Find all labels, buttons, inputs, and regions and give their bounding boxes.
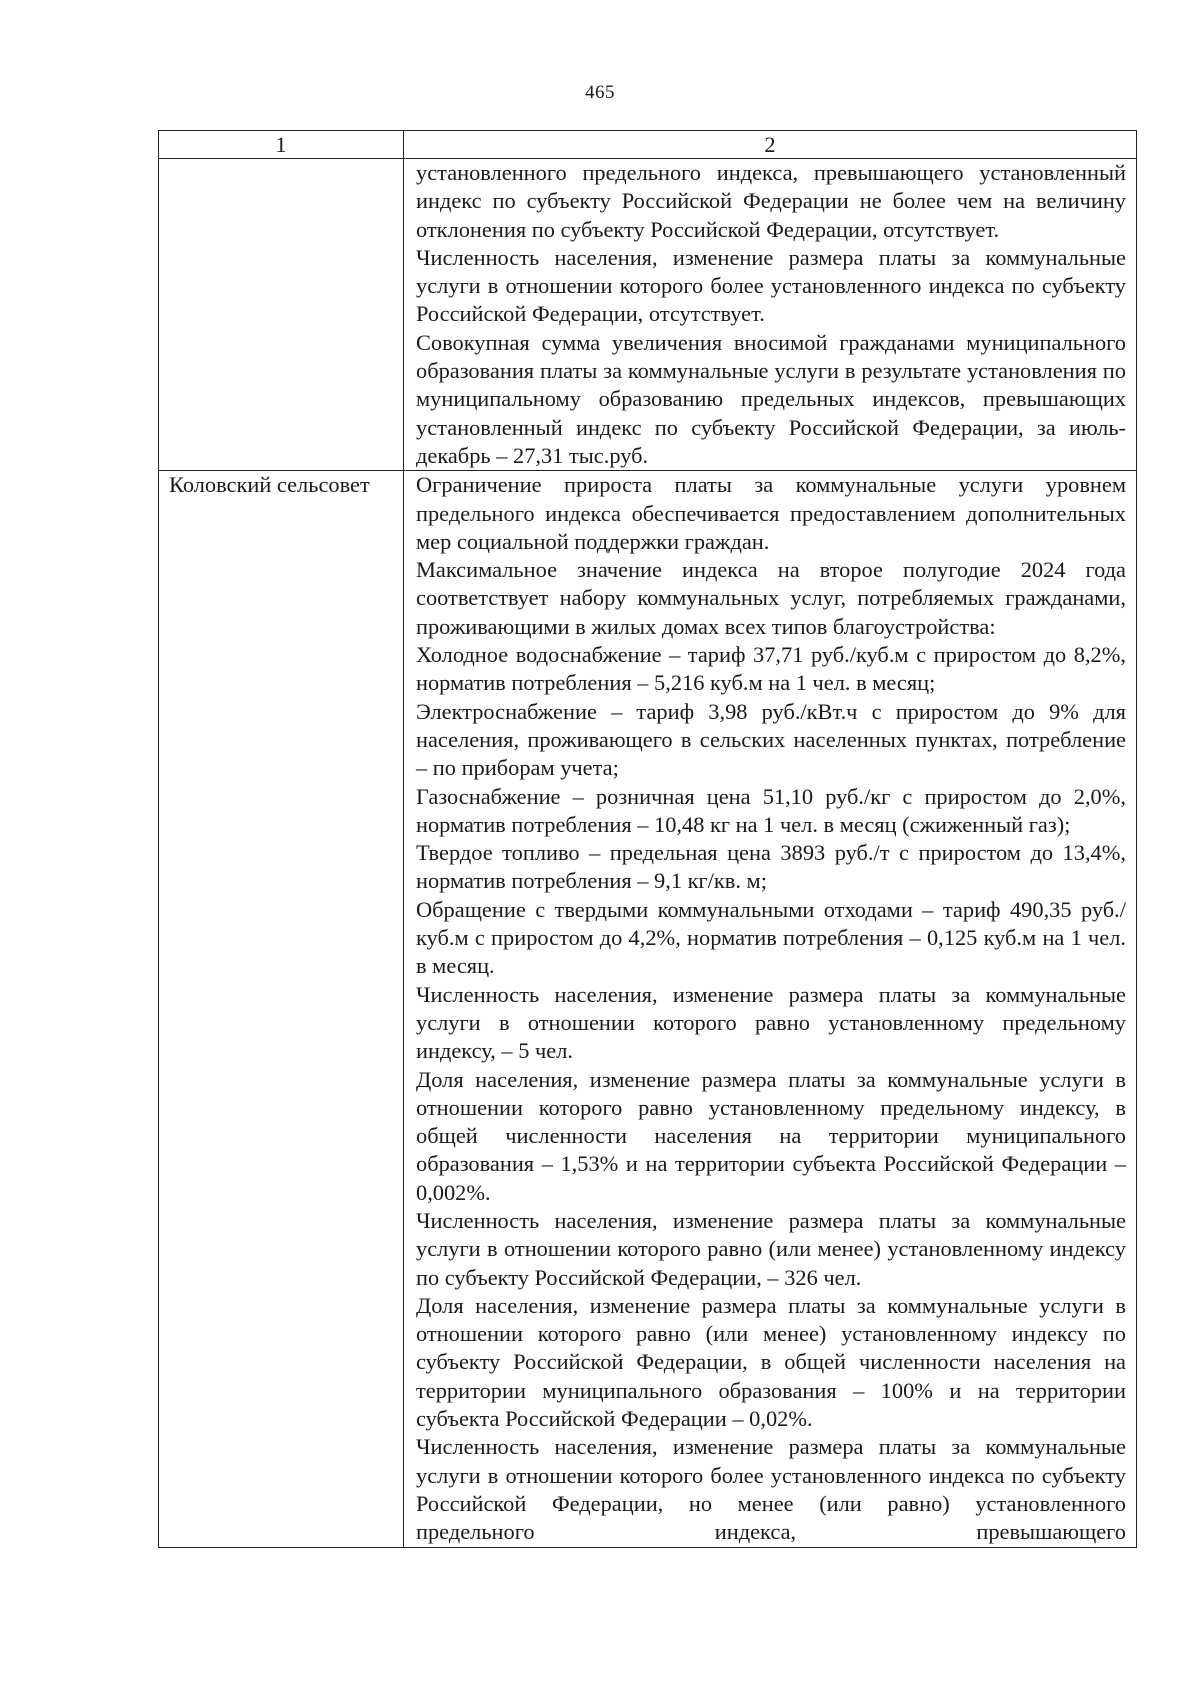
paragraph: Обращение с твердыми коммунальными отходами – тариф 490,35 руб./куб.м с приростом до 4,2%, норматив потребления – 0,125 куб.м на 1 чел. в месяц. — [416, 896, 1126, 979]
table-header-row — [159, 131, 1137, 159]
paragraph: Максимальное значение индекса на второе полугодие 2024 года соответствует набору коммунальных услуг, потребляемых гражданами, проживающими в жилых домах всех типов благоустройства: — [416, 557, 1126, 639]
municipality-description — [404, 471, 1137, 1547]
paragraph: Численность населения, изменение размера платы за коммунальные услуги в отношении которого более установленного индекса по субъекту Российской Федерации, но менее (или равно) установленного предельного индекса, превышающего — [416, 1434, 1126, 1545]
paragraph: Холодное водоснабжение – тариф 37,71 руб./куб.м с приростом до 8,2%, норматив потребления – 5,216 куб.м на 1 чел. в месяц; — [416, 642, 1126, 696]
paragraph: Ограничение прироста платы за коммунальные услуги уровнем предельного индекса обеспечивается предоставлением дополнительных мер социальной поддержки граждан. — [416, 472, 1126, 554]
municipal-index-table — [158, 130, 1137, 1548]
municipality-name — [159, 159, 404, 471]
paragraph: Газоснабжение – розничная цена 51,10 руб./кг с приростом до 2,0%, норматив потребления – 10,48 кг на 1 чел. в месяц (сжиженный газ); — [416, 783, 1126, 837]
table-row — [159, 159, 1137, 471]
municipality-description — [404, 159, 1137, 471]
paragraph: Численность населения, изменение размера платы за коммунальные услуги в отношении которого равно (или менее) установленному индексу по субъекту Российской Федерации, – 326 чел. — [416, 1207, 1126, 1290]
paragraph: установленного предельного индекса, превышающего установленный индекс по субъекту Российской Федерации не более чем на величину отклонения по субъекту Российской Федерации, отсутствует. — [416, 160, 1126, 242]
paragraph: Доля населения, изменение размера платы за коммунальные услуги в отношении которого равно установленному предельному индексу, в общей численности населения на территории муниципального образования – 1,53% и на территории субъекта Российской Федерации – 0,002%. — [416, 1066, 1126, 1205]
paragraph: Численность населения, изменение размера платы за коммунальные услуги в отношении которого равно установленному предельному индексу, – 5 чел. — [416, 981, 1126, 1064]
paragraph: Численность населения, изменение размера платы за коммунальные услуги в отношении которого более установленного индекса по субъекту Российской Федерации, отсутствует. — [416, 244, 1126, 327]
paragraph: Совокупная сумма увеличения вносимой гражданами муниципального образования платы за коммунальные услуги в результате установления по муниципальному образованию предельных индексов, превышающих установленный индекс по субъекту Российской Федерации, за июль-декабрь – 27,31 тыс.руб. — [416, 329, 1126, 468]
page-number: 465 — [585, 82, 615, 103]
column-header-1: 1 — [159, 131, 404, 159]
paragraph: Электроснабжение – тариф 3,98 руб./кВт.ч с приростом до 9% для населения, проживающего в сельских населенных пунктах, потребление – по приборам учета; — [416, 698, 1126, 781]
paragraph: Твердое топливо – предельная цена 3893 руб./т с приростом до 13,4%, норматив потребления – 9,1 кг/кв. м; — [416, 840, 1126, 894]
paragraph: Доля населения, изменение размера платы за коммунальные услуги в отношении которого равно (или менее) установленному индексу по субъекту Российской Федерации, в общей численности населения на территории муниципального образования – 100% и на территории субъекта Российской Федерации – 0,02%. — [416, 1292, 1126, 1432]
municipality-name: Коловский сельсовет — [159, 471, 404, 1547]
table-row — [159, 471, 1137, 1547]
column-header-2: 2 — [404, 131, 1137, 159]
